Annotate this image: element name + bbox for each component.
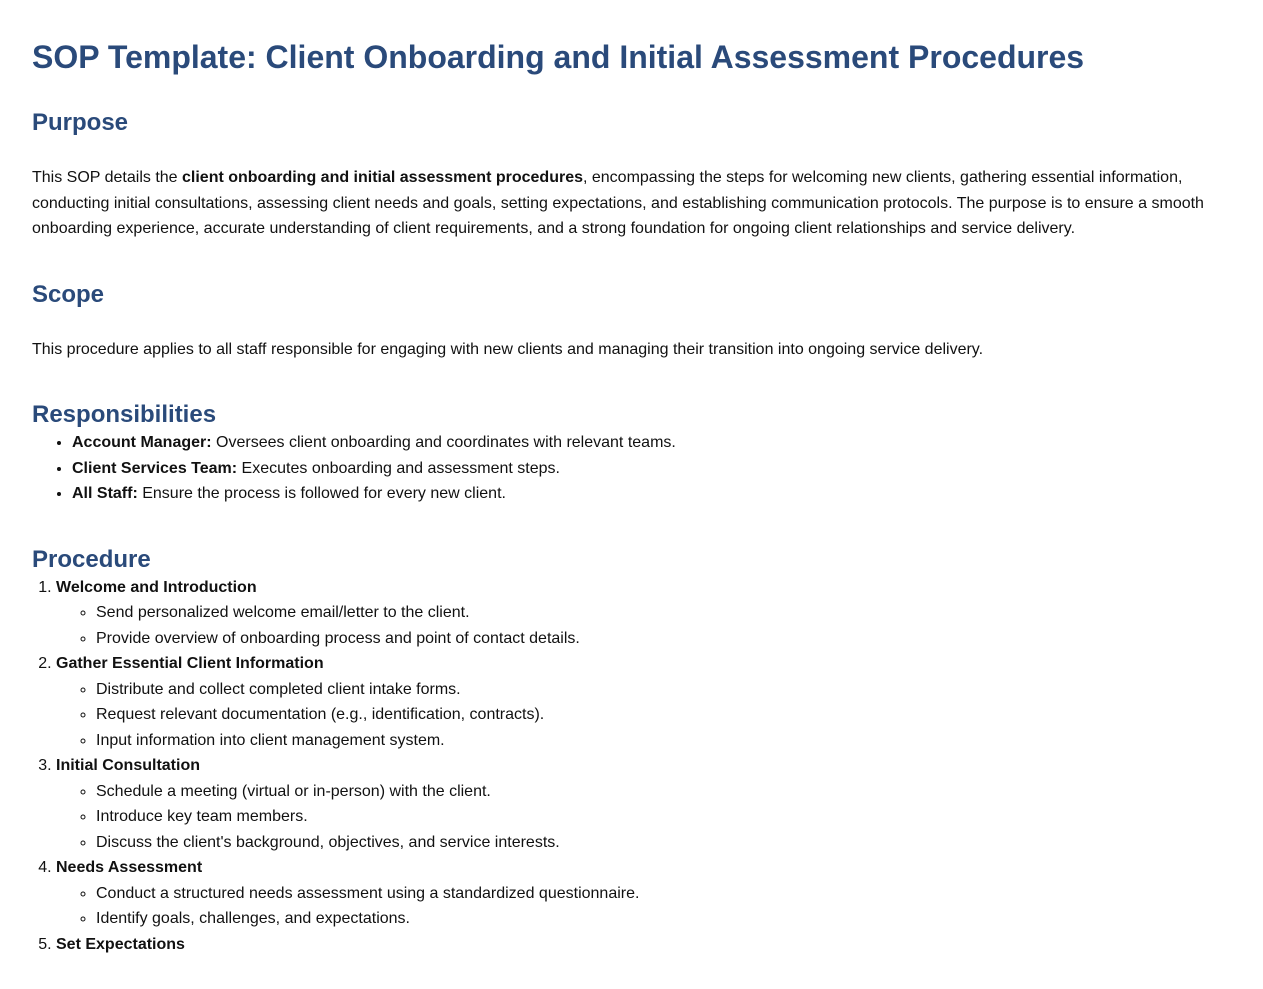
responsibility-desc: Executes onboarding and assessment steps. xyxy=(237,459,560,477)
list-item: ◦ Conduct a structured needs assessment using a standardized questionnaire. xyxy=(96,881,1231,907)
list-item: ◦ Provide overview of onboarding process and point of contact details. xyxy=(96,626,1231,652)
procedure-step-title: Welcome and Introduction xyxy=(56,578,257,596)
list-item: ◦ Schedule a meeting (virtual or in-person) with the client. xyxy=(96,779,1231,805)
procedure-step-title: Initial Consultation xyxy=(56,757,200,774)
procedure-substeps xyxy=(56,779,1231,856)
scope-heading: Scope xyxy=(32,280,105,308)
responsibility-role: Account Manager: xyxy=(72,434,212,451)
procedure-step-title: Set Expectations xyxy=(56,935,185,953)
purpose-text-after: , encompassing the steps for welcoming new clients, gathering essential information, conducting initial consultations, assessing client needs and goals, setting expectations, and establishing communication protocols. The purpose is to ensure a smooth onboarding experience, accurate understanding of client requirements, and a strong foundation for ongoing client relationships and service delivery. xyxy=(32,169,1204,237)
procedure-step xyxy=(56,753,1231,855)
procedure-step xyxy=(56,575,1231,652)
procedure-steps xyxy=(32,575,1231,958)
purpose-heading: Purpose xyxy=(32,109,129,136)
scope-paragraph: This procedure applies to all staff responsible for engaging with new clients and managing their transition into ongoing service delivery. xyxy=(32,340,984,358)
list-item xyxy=(72,481,1231,507)
procedure-substeps xyxy=(56,600,1231,651)
responsibility-desc: Ensure the process is followed for every new client. xyxy=(137,485,506,502)
responsibility-role: Client Services Team: xyxy=(72,459,238,477)
procedure-substeps xyxy=(56,677,1231,754)
procedure-heading: Procedure xyxy=(32,545,151,573)
page-title: SOP Template: Client Onboarding and Initial Assessment Procedures xyxy=(32,39,1085,75)
purpose-paragraph xyxy=(32,165,1231,242)
procedure-step-title: Needs Assessment xyxy=(56,859,203,876)
list-item: ◦ Request relevant documentation (e.g., identification, contracts). xyxy=(96,702,1231,728)
responsibilities-list xyxy=(32,430,1231,507)
procedure-step xyxy=(56,932,1231,958)
purpose-text-before: This SOP details the xyxy=(32,169,182,186)
list-item: ◦ Discuss the client's background, objectives, and service interests. xyxy=(96,830,1231,856)
responsibilities-heading: Responsibilities xyxy=(32,401,217,428)
list-item xyxy=(72,456,1231,482)
list-item: ◦ Introduce key team members. xyxy=(96,804,1231,830)
list-item: ◦ Identify goals, challenges, and expectations. xyxy=(96,906,1231,932)
purpose-text-bold: client onboarding and initial assessment procedures xyxy=(182,169,583,186)
procedure-substeps xyxy=(56,881,1231,932)
procedure-step-title: Gather Essential Client Information xyxy=(56,655,324,672)
responsibility-role: All Staff: xyxy=(72,485,138,502)
procedure-step xyxy=(56,651,1231,753)
procedure-step xyxy=(56,855,1231,932)
list-item: ◦ Send personalized welcome email/letter to the client. xyxy=(96,600,1231,626)
list-item: ◦ Distribute and collect completed client intake forms. xyxy=(96,677,1231,703)
list-item: ◦ Input information into client management system. xyxy=(96,728,1231,754)
list-item xyxy=(72,430,1231,456)
responsibility-desc: Oversees client onboarding and coordinates with relevant teams. xyxy=(211,434,676,451)
